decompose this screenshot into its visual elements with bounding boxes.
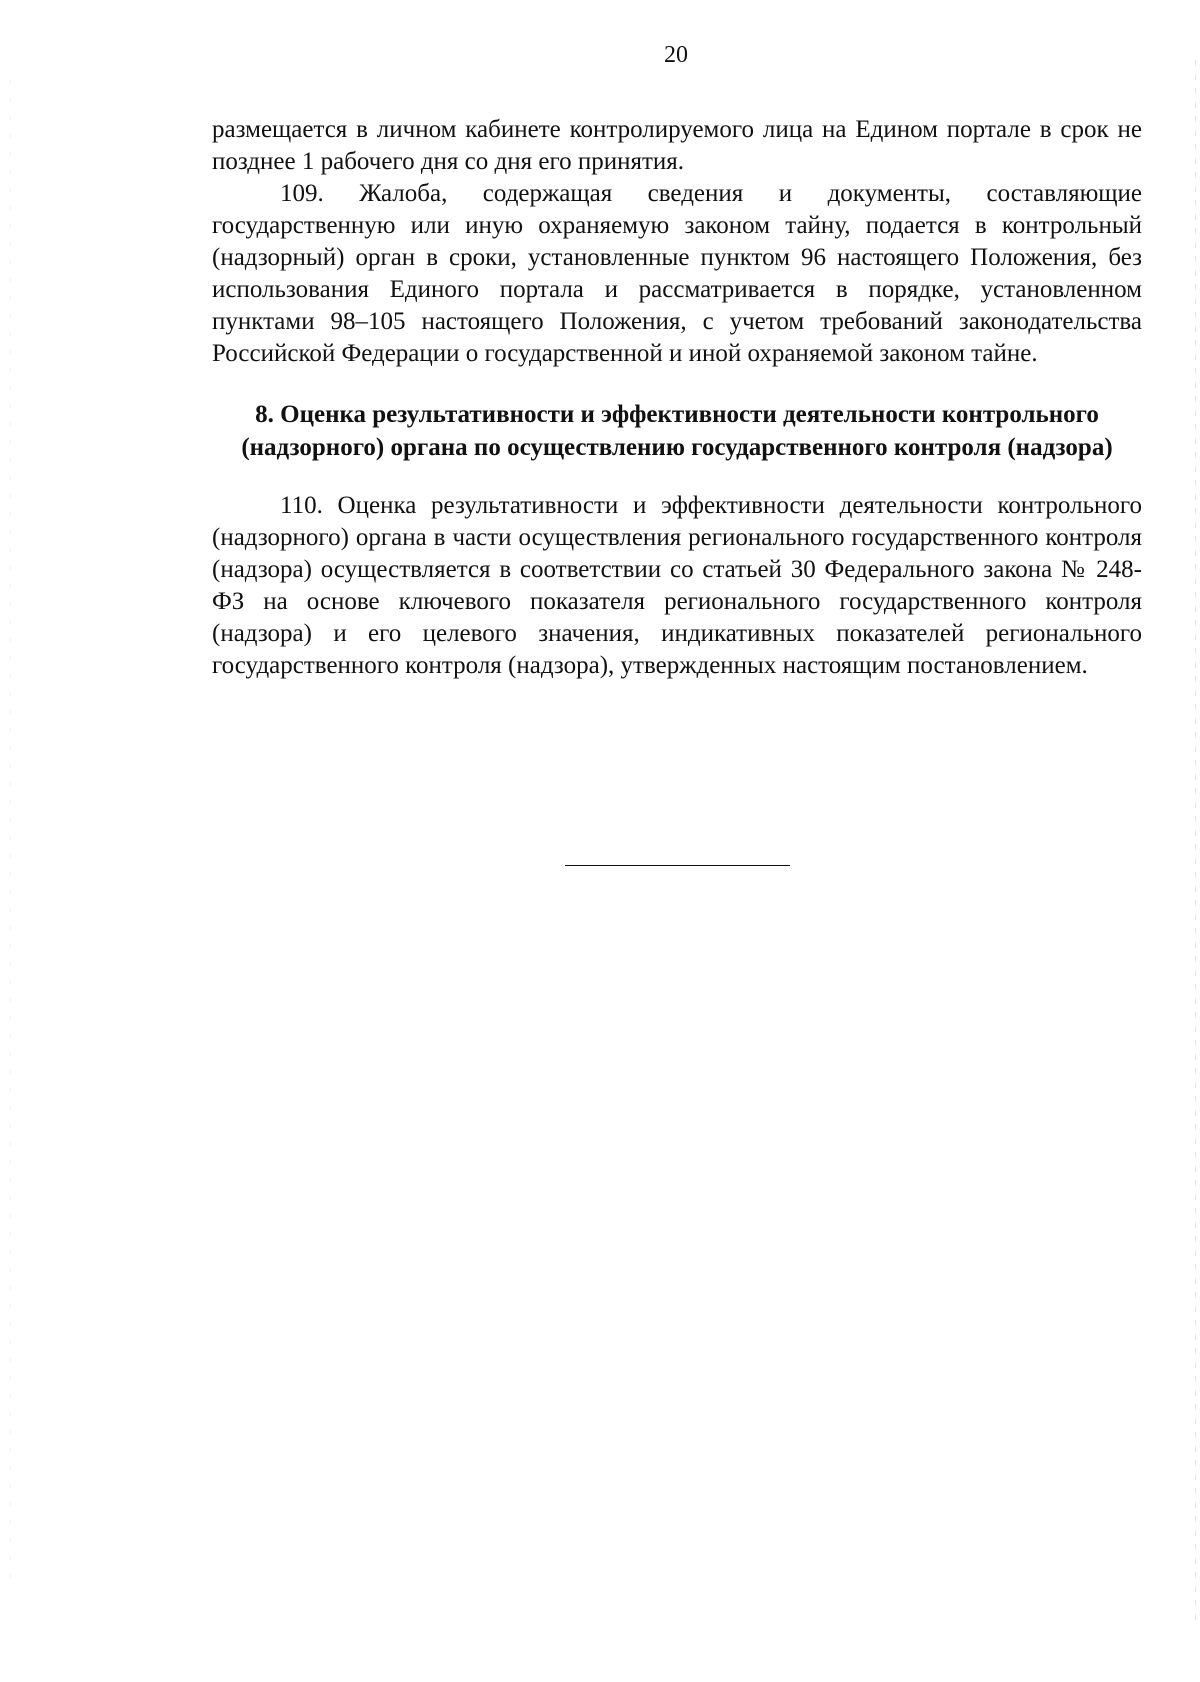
scan-edge-right — [1195, 60, 1196, 1620]
page-number: 20 — [664, 42, 688, 68]
paragraph-109: 109. Жалоба, содержащая сведения и документы, составляющие государственную или иную охраняемую законом тайну, подается в контрольный (надзорный) орган в сроки, установленные пунктом 96 настоящего Положения, без использования Единого портала и рассматривается в порядке, установленном пунктами 98–105 настоящего Положения, с учетом требований законодательства Российской Федерации о государственной и иной охраняемой законом тайне. — [212, 180, 1142, 367]
scan-edge-left — [10, 80, 11, 1580]
paragraph-110: 110. Оценка результативности и эффективности деятельности контрольного (надзорного) органа в части осуществления регионального государственного контроля (надзора) осуществляется в соответствии со статьей 30 Федерального закона № 248-ФЗ на основе ключевого показателя регионального государственного контроля (надзора) и его целевого значения, индикативных показателей регионального государственного контроля (надзора), утвержденных настоящим постановлением. — [212, 492, 1142, 679]
section-heading: 8. Оценка результативности и эффективности деятельности контрольного (надзорного) органа по осуществлению государственного контроля (надзора) — [241, 401, 1113, 461]
end-divider — [565, 865, 790, 866]
document-body — [212, 114, 1142, 682]
paragraph-continuation: размещается в личном кабинете контролируемого лица на Едином портале в срок не позднее 1 рабочего дня со дня его принятия. — [212, 116, 1142, 175]
